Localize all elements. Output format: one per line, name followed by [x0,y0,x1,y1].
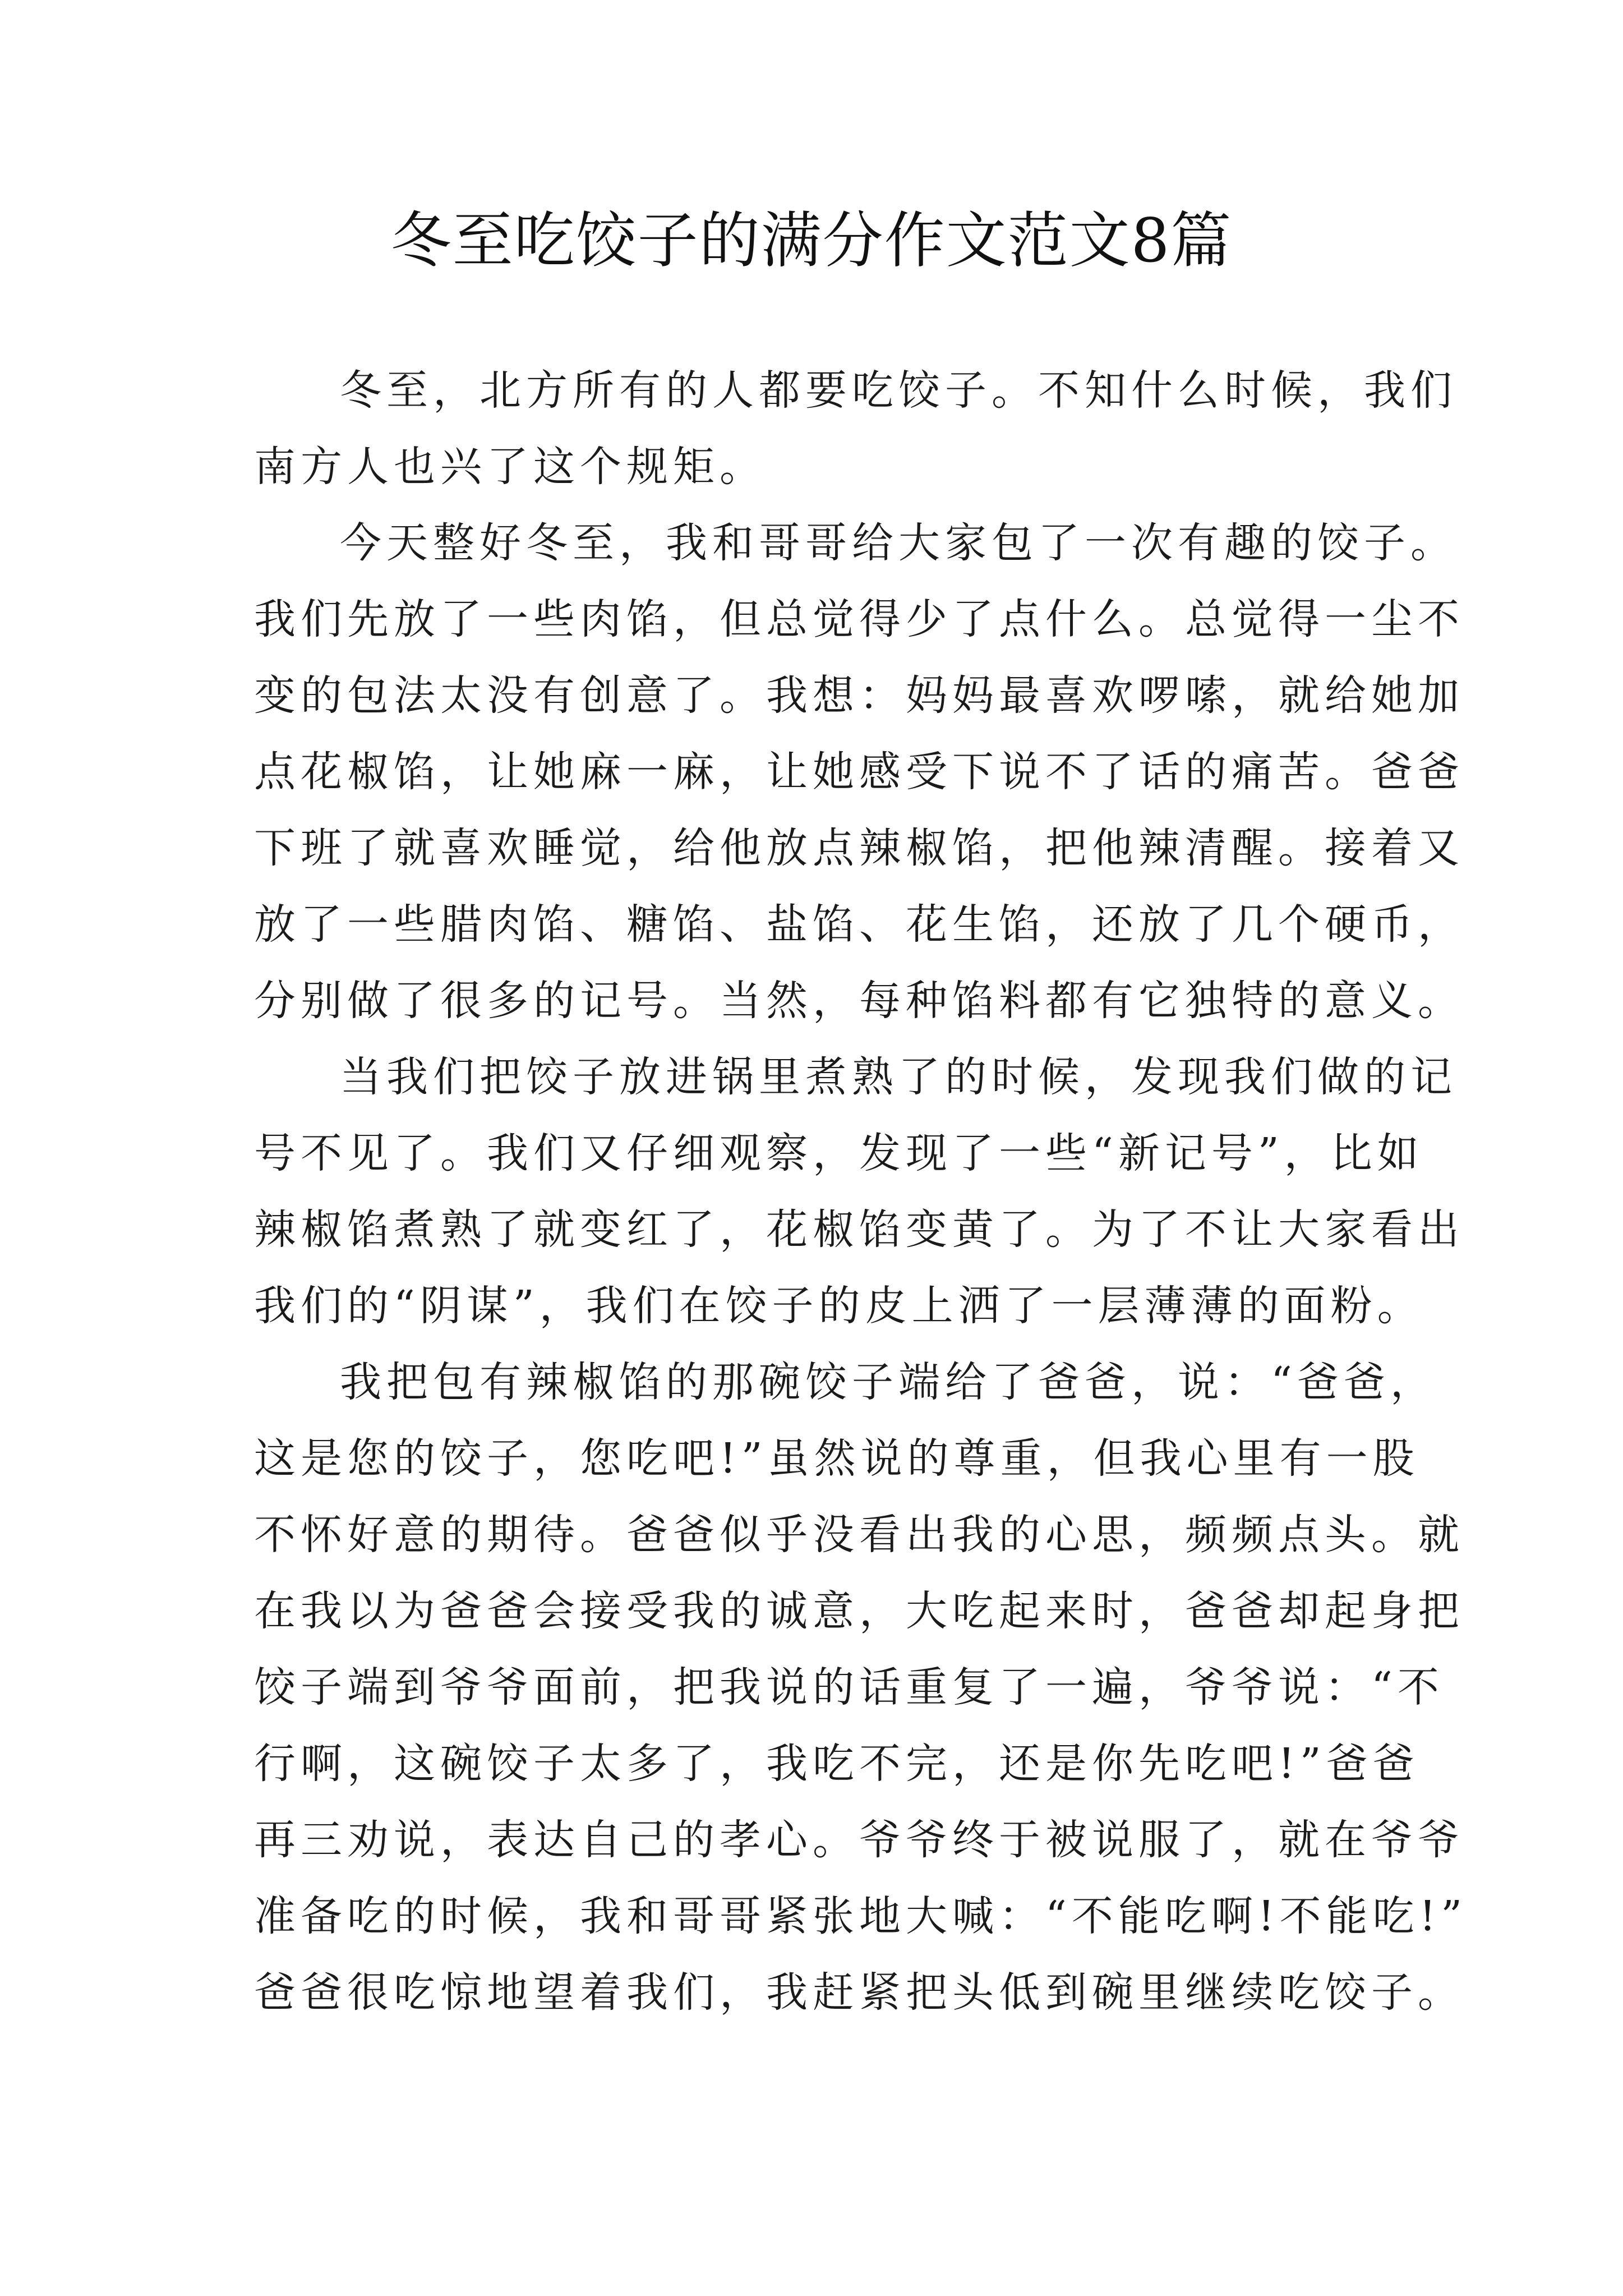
text-line: 下班了就喜欢睡觉，给他放点辣椒馅，把他辣清醒。接着又 [254,824,1464,872]
text-line: 辣椒馅煮熟了就变红了，花椒馅变黄了。为了不让大家看出 [254,1205,1464,1254]
text-line: 准备吃的时候，我和哥哥紧张地大喊：“不能吃啊!不能吃!” [254,1892,1468,1940]
text-line: 不怀好意的期待。爸爸似乎没看出我的心思，频频点头。就 [254,1511,1464,1559]
paragraph-first-line: 今天整好冬至，我和哥哥给大家包了一次有趣的饺子。 [340,519,1457,567]
document-body [254,352,1468,2031]
text-line: 南方人也兴了这个规矩。 [254,443,766,491]
text-line: 分别做了很多的记号。当然，每种馅料都有它独特的意义。 [254,977,1464,1025]
text-line: 变的包法太没有创意了。我想：妈妈最喜欢啰嗦，就给她加 [254,671,1464,720]
paragraph-first-line: 我把包有辣椒馅的那碗饺子端给了爸爸，说：“爸爸， [340,1358,1437,1406]
text-line: 放了一些腊肉馅、糖馅、盐馅、花生馅，还放了几个硬币， [254,900,1464,949]
text-line: 饺子端到爷爷面前，把我说的话重复了一遍，爷爷说：“不 [254,1663,1444,1711]
paragraph-first-line: 冬至，北方所有的人都要吃饺子。不知什么时候，我们 [340,366,1457,415]
text-line: 这是您的饺子，您吃吧!”虽然说的尊重，但我心里有一股 [254,1434,1419,1483]
paragraph-first-line: 当我们把饺子放进锅里煮熟了的时候，发现我们做的记 [340,1053,1457,1101]
text-line: 行啊，这碗饺子太多了，我吃不完，还是你先吃吧!”爸爸 [254,1740,1419,1788]
document-title: 冬至吃饺子的满分作文范文8篇 [390,206,1233,276]
text-line: 我们先放了一些肉馅，但总觉得少了点什么。总觉得一尘不 [254,595,1464,643]
text-line: 爸爸很吃惊地望着我们，我赶紧把头低到碗里继续吃饺子。 [254,1968,1464,2017]
text-line: 我们的“阴谋”，我们在饺子的皮上洒了一层薄薄的面粉。 [254,1282,1424,1330]
text-line: 点花椒馅，让她麻一麻，让她感受下说不了话的痛苦。爸爸 [254,748,1464,796]
text-line: 再三劝说，表达自己的孝心。爷爷终于被说服了，就在爷爷 [254,1816,1464,1864]
text-line: 号不见了。我们又仔细观察，发现了一些“新记号”，比如 [254,1129,1424,1177]
text-line: 在我以为爸爸会接受我的诚意，大吃起来时，爸爸却起身把 [254,1587,1464,1635]
